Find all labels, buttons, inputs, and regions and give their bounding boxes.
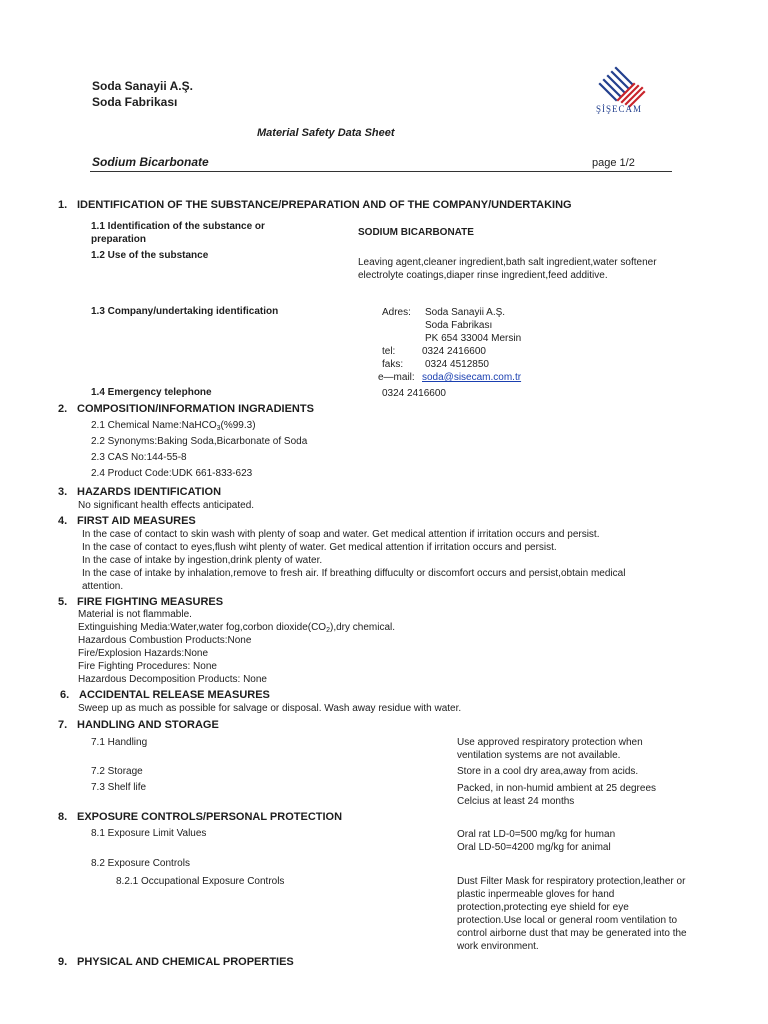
item-1-4-value: 0324 2416600 bbox=[382, 388, 446, 399]
first-aid-inhalation: In the case of intake by inhalation,remove to fresh air. If breathing diffuculty or discomfort occurs and persist,obtain medical bbox=[82, 568, 626, 579]
section-2-heading bbox=[58, 402, 314, 416]
first-aid-eyes: In the case of contact to eyes,flush wiht plenty of water. Get medical attention if irritation occurs and persist. bbox=[82, 542, 557, 553]
item-2-1 bbox=[91, 419, 256, 432]
document-title: Material Safety Data Sheet bbox=[257, 127, 395, 139]
section-1-heading bbox=[58, 198, 572, 212]
section-7-heading bbox=[58, 718, 219, 732]
item-1-2-label: 1.2 Use of the substance bbox=[91, 250, 209, 261]
section-8-number: 8. bbox=[58, 811, 68, 823]
fire-media-text: Extinguishing Media:Water,water fog,corbon dioxide(CO bbox=[78, 622, 327, 633]
item-1-1-label-b: preparation bbox=[91, 234, 147, 245]
email-link[interactable]: soda@sisecam.com.tr bbox=[422, 372, 522, 383]
fire-media-tail: ),dry chemical. bbox=[330, 622, 396, 633]
item-2-2: 2.2 Synonyms:Baking Soda,Bicarbonate of Soda bbox=[91, 436, 308, 447]
fire-procedures: Fire Fighting Procedures: None bbox=[78, 661, 217, 672]
section-3-title: HAZARDS IDENTIFICATION bbox=[77, 486, 222, 498]
section-6-title: ACCIDENTAL RELEASE MEASURES bbox=[79, 689, 270, 701]
fax-value: 0324 4512850 bbox=[425, 359, 489, 370]
section-9-heading bbox=[58, 955, 294, 969]
item-7-3-value-a: Packed, in non-humid ambient at 25 degrees bbox=[457, 783, 657, 794]
section-2-number: 2. bbox=[58, 403, 68, 415]
tel-value: 0324 2416600 bbox=[422, 346, 486, 357]
item-8-2-1-value-d: protection.Use local or general room ventilation to bbox=[457, 915, 678, 926]
company-name-line2: Soda Fabrikası bbox=[92, 95, 178, 109]
fire-combustion-products: Hazardous Combustion Products:None bbox=[78, 635, 252, 646]
address-label: Adres: bbox=[382, 307, 411, 318]
section-1-number: 1. bbox=[58, 199, 68, 211]
section-6-heading bbox=[60, 688, 270, 702]
section-5-title: FIRE FIGHTING MEASURES bbox=[77, 596, 224, 608]
header-divider bbox=[90, 171, 672, 172]
section-4-title: FIRST AID MEASURES bbox=[77, 515, 196, 527]
section-5-number: 5. bbox=[58, 596, 68, 608]
item-8-2-1-label: 8.2.1 Occupational Exposure Controls bbox=[116, 876, 285, 887]
item-2-1-tail: (%99.3) bbox=[220, 420, 256, 431]
address-line-1: Soda Sanayii A.Ş. bbox=[425, 307, 506, 318]
item-7-1-value-b: ventilation systems are not available. bbox=[457, 750, 621, 761]
first-aid-inhalation-cont: attention. bbox=[82, 581, 124, 592]
item-7-3-label: 7.3 Shelf life bbox=[91, 782, 147, 793]
fax-label: faks: bbox=[382, 359, 404, 370]
item-2-4: 2.4 Product Code:UDK 661-833-623 bbox=[91, 468, 253, 479]
item-8-2-1-value-e: control airborne dust that may be generated into the bbox=[457, 928, 687, 939]
tel-label: tel: bbox=[382, 346, 396, 357]
section-6-text: Sweep up as much as possible for salvage or disposal. Wash away residue with water. bbox=[78, 703, 462, 714]
item-7-2-value: Store in a cool dry area,away from acids. bbox=[457, 766, 639, 777]
company-name-line1: Soda Sanayii A.Ş. bbox=[92, 79, 193, 93]
fire-media-subscript: 2 bbox=[326, 627, 330, 634]
section-5-heading bbox=[58, 595, 223, 609]
item-2-1-subscript: 3 bbox=[216, 425, 221, 432]
section-8-title: EXPOSURE CONTROLS/PERSONAL PROTECTION bbox=[77, 811, 343, 823]
section-7-number: 7. bbox=[58, 719, 68, 731]
item-2-1-text: 2.1 Chemical Name:NaHCO bbox=[91, 420, 217, 431]
address-line-3: PK 654 33004 Mersin bbox=[425, 333, 522, 344]
item-1-2-value-a: Leaving agent,cleaner ingredient,bath salt ingredient,water softener bbox=[358, 257, 657, 268]
section-6-number: 6. bbox=[60, 689, 70, 701]
section-3-number: 3. bbox=[58, 486, 68, 498]
fire-extinguishing-media bbox=[78, 621, 395, 634]
sisecam-logo bbox=[588, 66, 658, 118]
section-8-heading bbox=[58, 810, 342, 824]
fire-decomposition: Hazardous Decomposition Products: None bbox=[78, 674, 267, 685]
fire-flammability: Material is not flammable. bbox=[78, 609, 192, 620]
section-4-number: 4. bbox=[58, 515, 68, 527]
section-1-title: IDENTIFICATION OF THE SUBSTANCE/PREPARATION AND OF THE COMPANY/UNDERTAKING bbox=[77, 199, 572, 211]
item-8-2-1-value-c: protection,protecting eye shield for eye bbox=[457, 902, 629, 913]
item-1-1-label-a: 1.1 Identification of the substance or bbox=[91, 221, 265, 232]
section-9-number: 9. bbox=[58, 956, 68, 968]
item-2-3: 2.3 CAS No:144-55-8 bbox=[91, 452, 187, 463]
item-8-1-value-b: Oral LD-50=4200 mg/kg for animal bbox=[457, 842, 611, 853]
item-8-2-label: 8.2 Exposure Controls bbox=[91, 858, 190, 869]
section-7-title: HANDLING AND STORAGE bbox=[77, 719, 219, 731]
section-3-heading bbox=[58, 485, 221, 499]
product-name: Sodium Bicarbonate bbox=[92, 155, 209, 169]
item-1-1-value: SODIUM BICARBONATE bbox=[358, 227, 474, 238]
item-7-3-value-b: Celcius at least 24 months bbox=[457, 796, 575, 807]
item-1-3-label: 1.3 Company/undertaking identification bbox=[91, 306, 279, 317]
item-7-2-label: 7.2 Storage bbox=[91, 766, 143, 777]
item-8-2-1-value-a: Dust Filter Mask for respiratory protection,leather or bbox=[457, 876, 686, 887]
section-9-title: PHYSICAL AND CHEMICAL PROPERTIES bbox=[77, 956, 294, 968]
first-aid-skin: In the case of contact to skin wash with plenty of soap and water. Get medical attention if irritation occurs and persist. bbox=[82, 529, 600, 540]
item-8-2-1-value-b: plastic inpermeable gloves for hand bbox=[457, 889, 615, 900]
section-2-title: COMPOSITION/INFORMATION INGRADIENTS bbox=[77, 403, 314, 415]
item-8-2-1-value-f: work environment. bbox=[457, 941, 539, 952]
page-number: page 1/2 bbox=[592, 157, 635, 169]
email-label: e—mail: bbox=[378, 372, 415, 383]
fire-explosion-hazards: Fire/Explosion Hazards:None bbox=[78, 648, 209, 659]
item-8-1-label: 8.1 Exposure Limit Values bbox=[91, 828, 207, 839]
section-3-text: No significant health effects anticipated. bbox=[78, 500, 255, 511]
item-1-4-label: 1.4 Emergency telephone bbox=[91, 387, 212, 398]
logo-text: ŞİŞECAM bbox=[596, 104, 643, 114]
address-line-2: Soda Fabrikası bbox=[425, 320, 493, 331]
item-1-2-value-b: electrolyte coatings,diaper rinse ingredient,feed additive. bbox=[358, 270, 608, 281]
section-4-heading bbox=[58, 514, 196, 528]
item-7-1-label: 7.1 Handling bbox=[91, 737, 148, 748]
item-7-1-value-a: Use approved respiratory protection when bbox=[457, 737, 643, 748]
item-8-1-value-a: Oral rat LD-0=500 mg/kg for human bbox=[457, 829, 616, 840]
first-aid-ingestion: In the case of intake by ingestion,drink plenty of water. bbox=[82, 555, 323, 566]
